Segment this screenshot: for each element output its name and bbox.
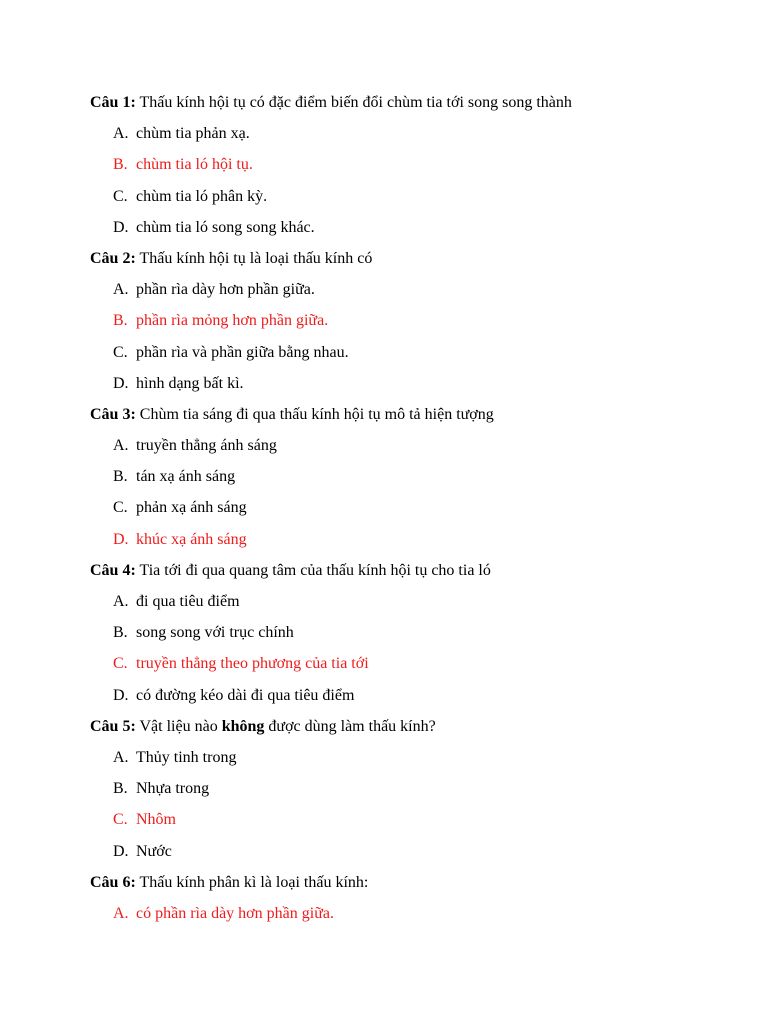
option (0, 590, 768, 621)
question-stem-text: Tia tới đi qua quang tâm của thấu kính hội tụ cho tia ló (135, 561, 491, 579)
option-letter: A. (113, 125, 129, 143)
option-letter: A. (113, 748, 129, 766)
option-text: đi qua tiêu điểm (136, 593, 240, 610)
option-correct (0, 808, 768, 839)
option (0, 496, 768, 527)
question-3 (0, 403, 768, 434)
option-correct (0, 528, 768, 559)
option-text: khúc xạ ánh sáng (136, 530, 247, 548)
option-correct (0, 309, 768, 340)
option-text: Thủy tinh trong (136, 748, 237, 766)
question-5 (0, 715, 768, 746)
option-correct (0, 153, 768, 184)
option-letter: B. (113, 312, 128, 330)
question-stem-text: được dùng làm thấu kính? (264, 717, 436, 735)
option-text: Nhựa trong (136, 780, 210, 798)
question-stem-text: Chùm tia sáng đi qua thấu kính hội tụ mô tả hiện tượng (135, 405, 494, 423)
option (0, 434, 768, 465)
option (0, 372, 768, 403)
option-letter: C. (113, 811, 128, 829)
question-label: Câu 6: (90, 873, 136, 891)
option-letter: C. (113, 655, 128, 673)
option-letter: C. (113, 499, 128, 517)
option (0, 122, 768, 153)
option-text: song song với trục chính (136, 624, 294, 642)
question-label: Câu 5: (90, 717, 136, 735)
option-text: chùm tia ló song song khác. (136, 218, 315, 236)
option-letter: B. (113, 156, 128, 174)
option-text: phần rìa dày hơn phần giữa. (136, 281, 315, 299)
option-text: truyền thẳng theo phương của tia tới (136, 655, 369, 673)
option-letter: D. (113, 686, 129, 704)
option-text: truyền thẳng ánh sáng (136, 437, 277, 455)
option-letter: C. (113, 343, 128, 361)
question-2 (0, 247, 768, 278)
option-text: chùm tia ló phân kỳ. (136, 187, 268, 205)
option-text: chùm tia ló hội tụ. (136, 156, 253, 174)
option (0, 621, 768, 652)
option-correct (0, 652, 768, 683)
option-text: hình dạng bất kì. (136, 374, 244, 392)
question-6 (0, 871, 768, 902)
option-letter: A. (113, 593, 129, 610)
question-label: Câu 2: (90, 249, 136, 267)
option (0, 840, 768, 871)
option-letter: D. (113, 218, 129, 236)
option-letter: B. (113, 624, 128, 642)
option-letter: B. (113, 780, 128, 798)
option-text: có đường kéo dài đi qua tiêu điểm (136, 686, 355, 704)
option-letter: D. (113, 374, 129, 392)
option (0, 278, 768, 309)
option-text: phần rìa mỏng hơn phần giữa. (136, 312, 329, 330)
question-stem-text: Vật liệu nào (135, 717, 222, 735)
option-letter: C. (113, 187, 128, 205)
question-label: Câu 1: (90, 94, 136, 111)
option-letter: A. (113, 281, 129, 299)
option-letter: D. (113, 530, 129, 548)
question-4 (0, 559, 768, 590)
question-label: Câu 4: (90, 561, 136, 579)
option-letter: A. (113, 437, 129, 455)
option-text: có phần rìa dày hơn phần giữa. (136, 904, 334, 922)
option-letter: D. (113, 842, 129, 860)
option-letter: B. (113, 468, 128, 486)
option-text: phần rìa và phần giữa bằng nhau. (136, 343, 349, 361)
question-stem-text: Thấu kính hội tụ là loại thấu kính có (135, 249, 373, 267)
option-text: tán xạ ánh sáng (136, 468, 236, 486)
question-label: Câu 3: (90, 405, 136, 423)
question-stem-text: Thấu kính phân kì là loại thấu kính: (135, 873, 369, 891)
option (0, 465, 768, 496)
question-1 (0, 91, 768, 122)
option (0, 216, 768, 247)
option (0, 341, 768, 372)
option-text: chùm tia phản xạ. (136, 125, 250, 143)
option-text: Nước (136, 842, 172, 860)
question-stem-text: Thấu kính hội tụ có đặc điểm biến đổi chùm tia tới song song thành (135, 94, 572, 111)
option-text: phản xạ ánh sáng (136, 499, 247, 517)
option (0, 185, 768, 216)
question-stem-emphasis: không (221, 717, 265, 735)
option (0, 746, 768, 777)
option-text: Nhôm (136, 811, 176, 829)
option (0, 684, 768, 715)
option (0, 777, 768, 808)
option-correct (0, 902, 768, 933)
option-letter: A. (113, 904, 129, 922)
